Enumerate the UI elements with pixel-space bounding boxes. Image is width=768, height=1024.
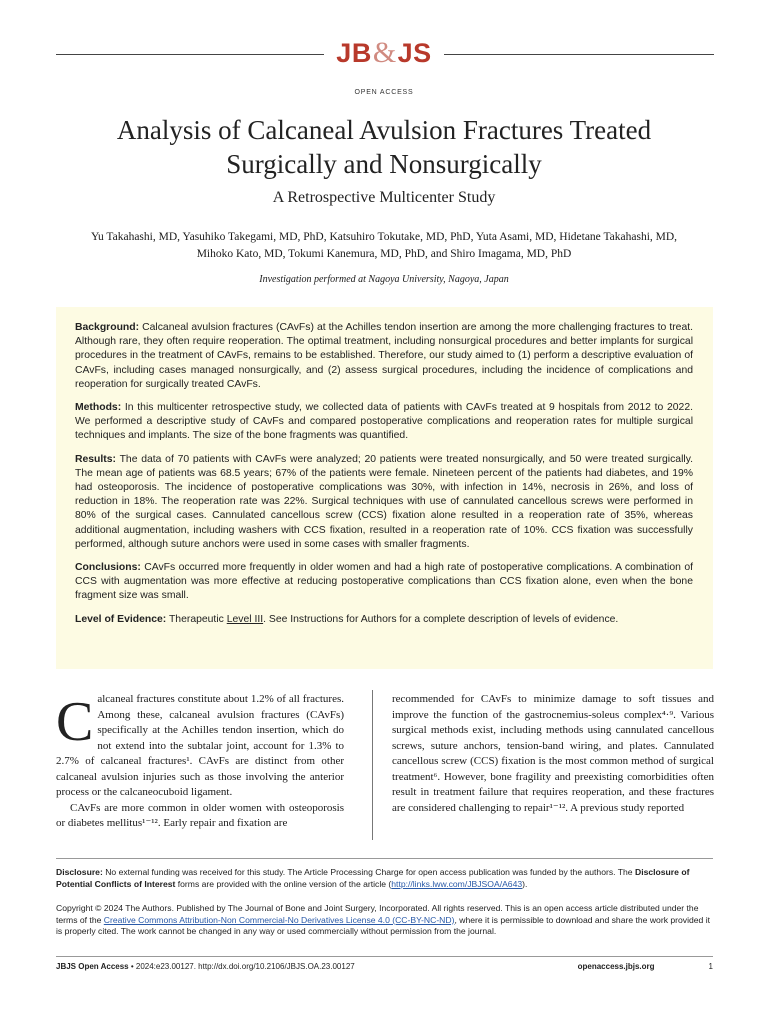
abstract-level-of-evidence (75, 613, 693, 627)
body-column-right (392, 692, 714, 816)
license-link[interactable]: Creative Commons Attribution-Non Commercial-No Derivatives License 4.0 (CC-BY-NC-ND) (103, 914, 455, 925)
copyright-note (56, 903, 713, 938)
logo-js: JS (397, 38, 432, 68)
body-paragraph-3: recommended for CAvFs to minimize damage to soft tissues and improve the function of the gastrocnemius-soleus complex⁴·⁹. Various surgical methods exist, including methods using cannulated cancellous screws, suture anchors, tension-band wiring, and plates. Cannulated cancellous screw (CCS) fixation is the most common method of surgical treatment⁶. However, bone fragility and preexisting comorbidities often result in treatment failure that requires reoperation, and these fractures are considered challenging to repair¹⁻¹². A previous study reported (392, 693, 714, 814)
copyright-text-2: , where it is permissible to download and share the work provided it is properly cited. The work cannot be changed in any way or used commercially without permission from the journal. (56, 914, 711, 937)
abstract-results-text: The data of 70 patients with CAvFs were analyzed; 20 patients were treated nonsurgically, and 50 were treated surgically. The mean age of patients was 68.5 years; 67% of the patients were female. Nineteen percent of the patients had diabetes, and 19% had osteoporosis. The incidence of postoperative complications was 30%, with infection in 14%, necrosis in 26%, and loss of reduction in 18%. The reoperation rate was 22%. Surgical techniques with use of cannulated cancellous screws were performed in 80% of the surgical cases. Cannulated cancellous screw (CCS) fixation alone resulted in a reoperation rate of 35%, whereas additional augmentation, including washers with CCS fixation, resulted in a reoperation rate of 10%. CCS fixation was successfully performed, although suture anchors were used in some cases with smaller fragments. (75, 453, 693, 550)
abstract-results (75, 453, 693, 552)
abstract-background-text: Calcaneal avulsion fractures (CAvFs) at the Achilles tendon insertion are among the more challenging fractures to treat. Although rare, they often require reoperation. The optimal treatment, including nonsurgical procedures and better implants for surgical procedures in the treatment of CAvFs, remains to be established. Therefore, our study aimed to (1) perform a descriptive evaluation of CAvFs, including cases managed nonsurgically, and (2) assess surgical procedures, including the incidence of complications and reoperation for surgically treated CAvFs. (75, 322, 693, 390)
abstract-methods-text: In this multicenter retrospective study, we collected data of patients with CAvFs treated at 9 hospitals from 2012 to 2022. We performed a descriptive study of CAvFs and compared postoperative complications and reoperation rates for multiple surgical techniques and implants. The size of the bone fragments was quantified. (75, 402, 693, 442)
logo-ampersand: & (372, 36, 397, 69)
body-column-left (56, 692, 344, 832)
open-access-tagline: OPEN ACCESS (354, 89, 414, 96)
author-list-line-1: Yu Takahashi, MD, Yasuhiko Takegami, MD, PhD, Katsuhiro Tokutake, MD, PhD, Yuta Asami, MD, Hidetane Takahashi, MD, (90, 231, 678, 243)
article-title-line-2: Surgically and Nonsurgically (226, 149, 542, 179)
disclosure-text: No external funding was received for this study. The Article Processing Charge for open access publication was funded by the authors. The (105, 867, 633, 877)
logo-jb: JB (336, 38, 372, 68)
author-list (40, 229, 728, 263)
level-of-evidence-label: Level of Evidence: (75, 613, 167, 625)
abstract-box (56, 307, 713, 669)
disclosure-note (56, 867, 713, 890)
copyright-text-1: Copyright © 2024 The Authors. Published by The Journal of Bone and Joint Surgery, Incorporated. All rights reserved. This is an open access article distributed under the terms of the (56, 903, 699, 925)
coi-label: Disclosure of Potential Conflicts of Interest (56, 867, 690, 889)
drop-cap: C (56, 691, 94, 753)
level-pre-text: Therapeutic (168, 613, 224, 625)
level-post-text: . See Instructions for Authors for a complete description of levels of evidence. (263, 613, 619, 625)
body-paragraph-2: CAvFs are more common in older women with osteoporosis or diabetes mellitus¹⁻¹². Early repair and fixation are (56, 801, 344, 829)
coi-end: ). (522, 878, 528, 889)
article-title (0, 113, 768, 181)
footer-doi[interactable]: • 2024:e23.00127. http://dx.doi.org/10.2106/JBJS.OA.23.00127 (128, 962, 355, 971)
disclosure-label: Disclosure: (56, 867, 103, 877)
body-paragraph-1 (56, 692, 344, 801)
footer-right (578, 962, 713, 971)
abstract-background-label: Background: (75, 322, 140, 333)
body-paragraph-1-text: alcaneal fractures constitute about 1.2% of all fractures. Among these, calcaneal avulsion fractures (CAvFs) specifically at the Achilles tendon insertion, which do not extend into the subtalar joint, account for 1.3% to 2.7% of calcaneal fractures¹. CAvFs are distinct from other calcaneal avulsion injuries such as those involving the anterior process or the calcaneocuboid ligament. (56, 693, 344, 798)
level-iii-link[interactable]: Level III (226, 613, 264, 625)
author-list-line-2: Mihoko Kato, MD, Tokumi Kanemura, MD, PhD, and Shiro Imagama, MD, PhD (196, 248, 572, 260)
notes-separator-top (56, 858, 713, 859)
page-number: 1 (708, 962, 713, 971)
footer-citation (56, 962, 355, 971)
journal-logo[interactable] (0, 38, 768, 68)
abstract-conclusions-text: CAvFs occurred more frequently in older women and had a high rate of postoperative complications. A combination of CCS with augmentation was more effective at reducing postoperative complications than CCS fixation alone, even when the bone fragment size was small. (75, 562, 694, 602)
footer-site[interactable]: openaccess.jbjs.org (577, 962, 655, 971)
abstract-conclusions-label: Conclusions: (75, 562, 141, 574)
abstract-background (75, 321, 693, 392)
coi-text: forms are provided with the online version of the article ( (177, 878, 392, 889)
investigation-site: Investigation performed at Nagoya University, Nagoya, Japan (259, 274, 509, 285)
abstract-methods (75, 401, 693, 444)
article-subtitle: A Retrospective Multicenter Study (272, 189, 496, 206)
coi-link[interactable]: http://links.lww.com/JBJSOA/A643 (391, 878, 523, 889)
article-title-line-1: Analysis of Calcaneal Avulsion Fractures Treated (116, 115, 652, 145)
footer-separator (56, 956, 713, 957)
column-divider (372, 690, 373, 840)
abstract-conclusions (75, 561, 693, 604)
abstract-results-label: Results: (75, 453, 116, 465)
abstract-methods-label: Methods: (75, 402, 122, 414)
footer-journal-name: JBJS Open Access (56, 962, 129, 971)
